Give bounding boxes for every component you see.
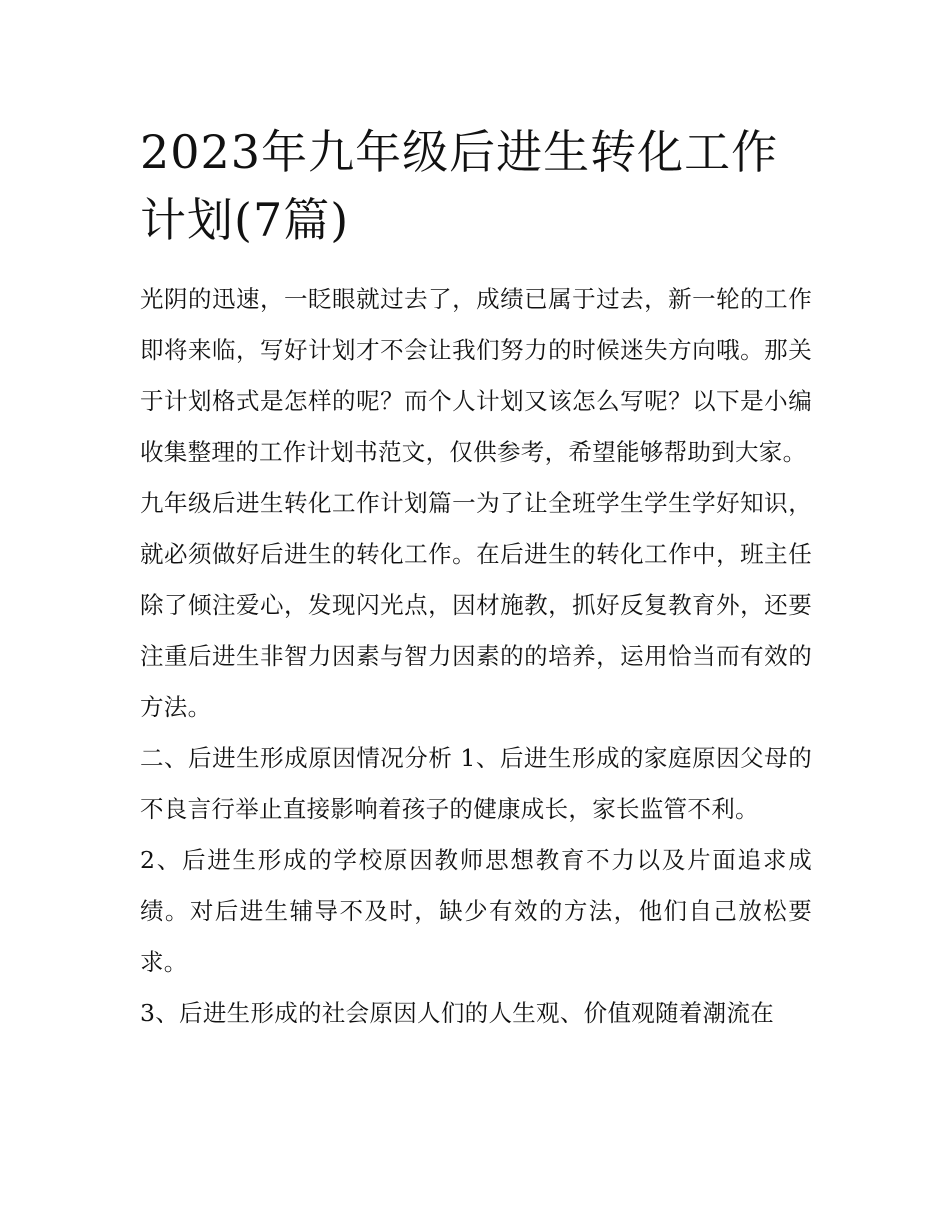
paragraph-item-two: 2、后进生形成的学校原因教师思想教育不力以及片面追求成绩。对后进生辅导不及时，缺少有效的方法，他们自己放松要求。 <box>140 846 812 976</box>
document-page <box>140 118 812 1039</box>
paragraph-part-one: 九年级后进生转化工作计划篇一为了让全班学生学生学好知识，就必须做好后进生的转化工作。在后进生的转化工作中，班主任除了倾注爱心，发现闪光点，因材施教，抓好反复教育外，还要注重后进生非智力因素与智力因素的的培养，运用恰当而有效的方法。 <box>140 489 812 721</box>
document-body <box>140 274 812 1039</box>
document-title: 2023年九年级后进生转化工作计划(7篇) <box>140 125 779 247</box>
paragraph-intro: 光阴的迅速，一眨眼就过去了，成绩已属于过去，新一轮的工作即将来临，写好计划才不会让我们努力的时候迷失方向哦。那关于计划格式是怎样的呢？而个人计划又该怎么写呢？以下是小编收集整理的工作计划书范文，仅供参考，希望能够帮助到大家。 <box>140 285 812 466</box>
paragraph-section-two: 二、后进生形成原因情况分析 1、后进生形成的家庭原因父母的不良言行举止直接影响着孩子的健康成长，家长监管不利。 <box>140 744 812 823</box>
paragraph-item-three: 3、后进生形成的社会原因人们的人生观、价值观随着潮流在 <box>140 999 775 1027</box>
